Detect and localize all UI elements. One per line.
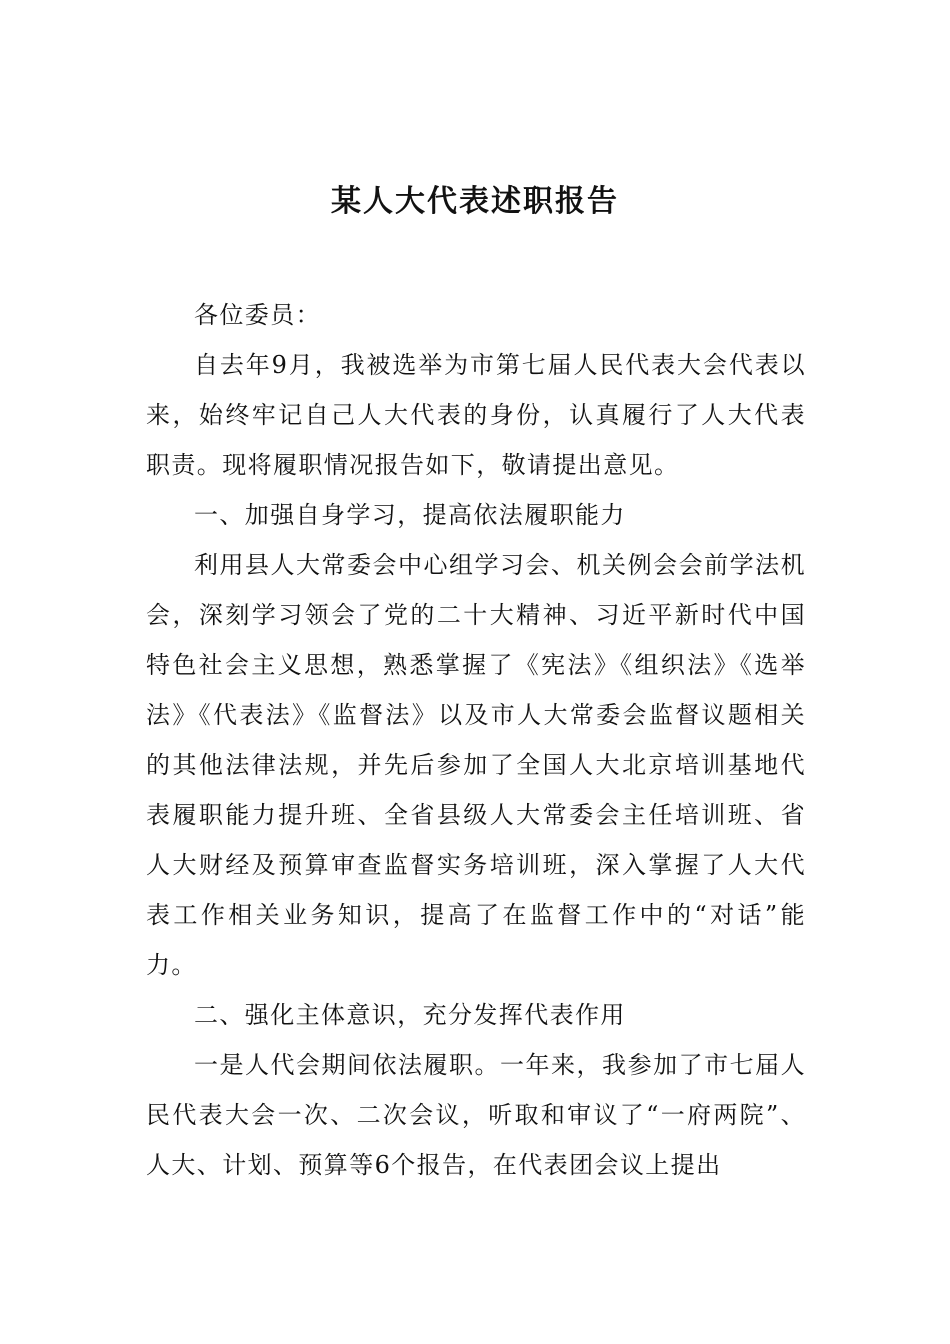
intro-paragraph: 自去年9月，我被选举为市第七届人民代表大会代表以来，始终牢记自己人大代表的身份，认真履行了人大代表职责。现将履职情况报告如下，敬请提出意见。	[146, 351, 806, 479]
document-body	[146, 290, 806, 1190]
section-heading-1: 一、加强自身学习，提高依法履职能力	[194, 501, 626, 529]
salutation: 各位委员：	[194, 301, 321, 329]
section-2-paragraph: 一是人代会期间依法履职。一年来，我参加了市七届人民代表大会一次、二次会议，听取和审议了“一府两院”、人大、计划、预算等6个报告，在代表团会议上提出	[146, 1051, 806, 1179]
document-title: 某人大代表述职报告	[331, 184, 619, 220]
section-1-paragraph: 利用县人大常委会中心组学习会、机关例会会前学法机会，深刻学习领会了党的二十大精神、习近平新时代中国特色社会主义思想，熟悉掌握了《宪法》《组织法》《选举法》《代表法》《监督法》以及市人大常委会监督议题相关的其他法律法规，并先后参加了全国人大北京培训基地代表履职能力提升班、全省县级人大常委会主任培训班、省人大财经及预算审查监督实务培训班，深入掌握了人大代表工作相关业务知识，提高了在监督工作中的“对话”能力。	[146, 551, 806, 979]
section-heading-2: 二、强化主体意识，充分发挥代表作用	[194, 1001, 626, 1029]
